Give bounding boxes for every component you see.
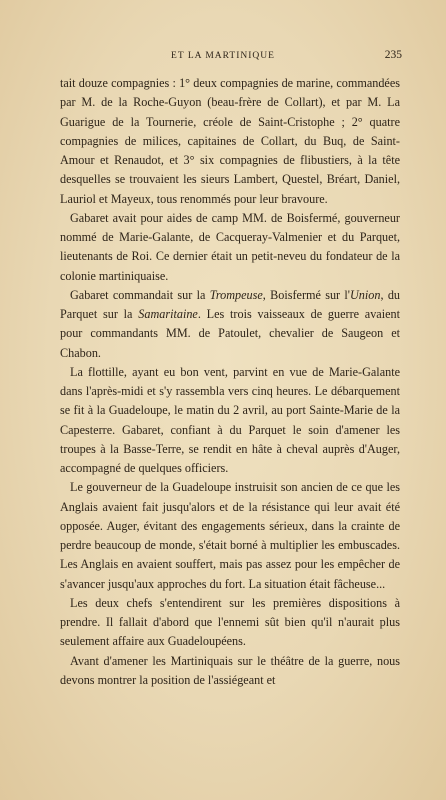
paragraph-6: Les deux chefs s'entendirent sur les premières dispositions à prendre. Il fallait d'abord que l'ennemi sût bien qu'il n'aurait plus seulement affaire aux Guadeloupéens.: [60, 595, 400, 649]
paragraph-7: Avant d'amener les Martiniquais sur le théâtre de la guerre, nous devons montrer la position de l'assiégeant et: [60, 653, 400, 687]
paragraph-2: Gabaret avait pour aides de camp MM. de Boisfermé, gouverneur nommé de Marie-Galante, de Cacqueray-Valmenier et du Parquet, lieutenants de Roi. Ce dernier était un petit-neveu du fondateur de la colonie martiniquaise.: [60, 210, 400, 283]
paragraph-3-text-2: , Boisfermé sur l': [262, 287, 350, 302]
running-head: ET LA MARTINIQUE: [171, 51, 275, 61]
ship-name-trompeuse: Trompeuse: [209, 287, 263, 302]
paragraph-3-text-1: Gabaret commandait sur la: [70, 287, 210, 302]
page-header: [0, 49, 446, 65]
ship-name-samaritaine: Samaritaine: [138, 307, 198, 321]
paragraph-3-text-3: , du Parquet sur la: [60, 287, 401, 321]
paragraph-5: Le gouverneur de la Guadeloupe instruisit son ancien de ce que les Anglais avaient fait jusqu'alors et de la résistance qui leur avait été opposée. Auger, évitant des engagements sérieux, dans la crainte de perdre beaucoup de monde, s'était borné à multiplier les embuscades. Les Anglais en avaient souffert, mais pas assez pour les empêcher de s'avancer jusqu'aux approches du fort. La situation était fâcheuse...: [60, 480, 400, 591]
paragraph-4: La flottille, ayant eu bon vent, parvint en vue de Marie-Galante dans l'après-midi et s'y rassembla vers cinq heures. Le débarquement se fit à la Guadeloupe, le matin du 2 avril, au port Sainte-Marie de la Capesterre. Gabaret, confiant à du Parquet le soin d'amener les troupes à la Basse-Terre, se rendit en hâte à cheval auprès d'Auger, accompagné de quelques officiers.: [60, 364, 400, 475]
ship-name-union: Union: [350, 287, 381, 302]
paragraph-3: [60, 286, 400, 363]
paragraph-1: tait douze compagnies : 1° deux compagnies de marine, commandées par M. de la Roche-Guyon (beau-frère de Collart), et par M. La Guarigue de la Tournerie, créole de Saint-Cristophe ; 2° quatre compagnies de milices, capitaines de Collart, du Buq, de Saint-Amour et Renaudot, et 3° six compagnies de flibustiers, à la tête desquelles se trouvaient les sieurs Lambert, Questel, Bréart, Daniel, Lauriol et Mayeux, tous renommés pour leur bravoure.: [60, 76, 400, 206]
paragraph-3-text-4: . Les trois vaisseaux de guerre avaient pour commandants MM. de Patoulet, chevalier de Saugeon et Chabon.: [60, 307, 400, 360]
page-number: 235: [384, 49, 402, 61]
body-text: [60, 74, 400, 690]
